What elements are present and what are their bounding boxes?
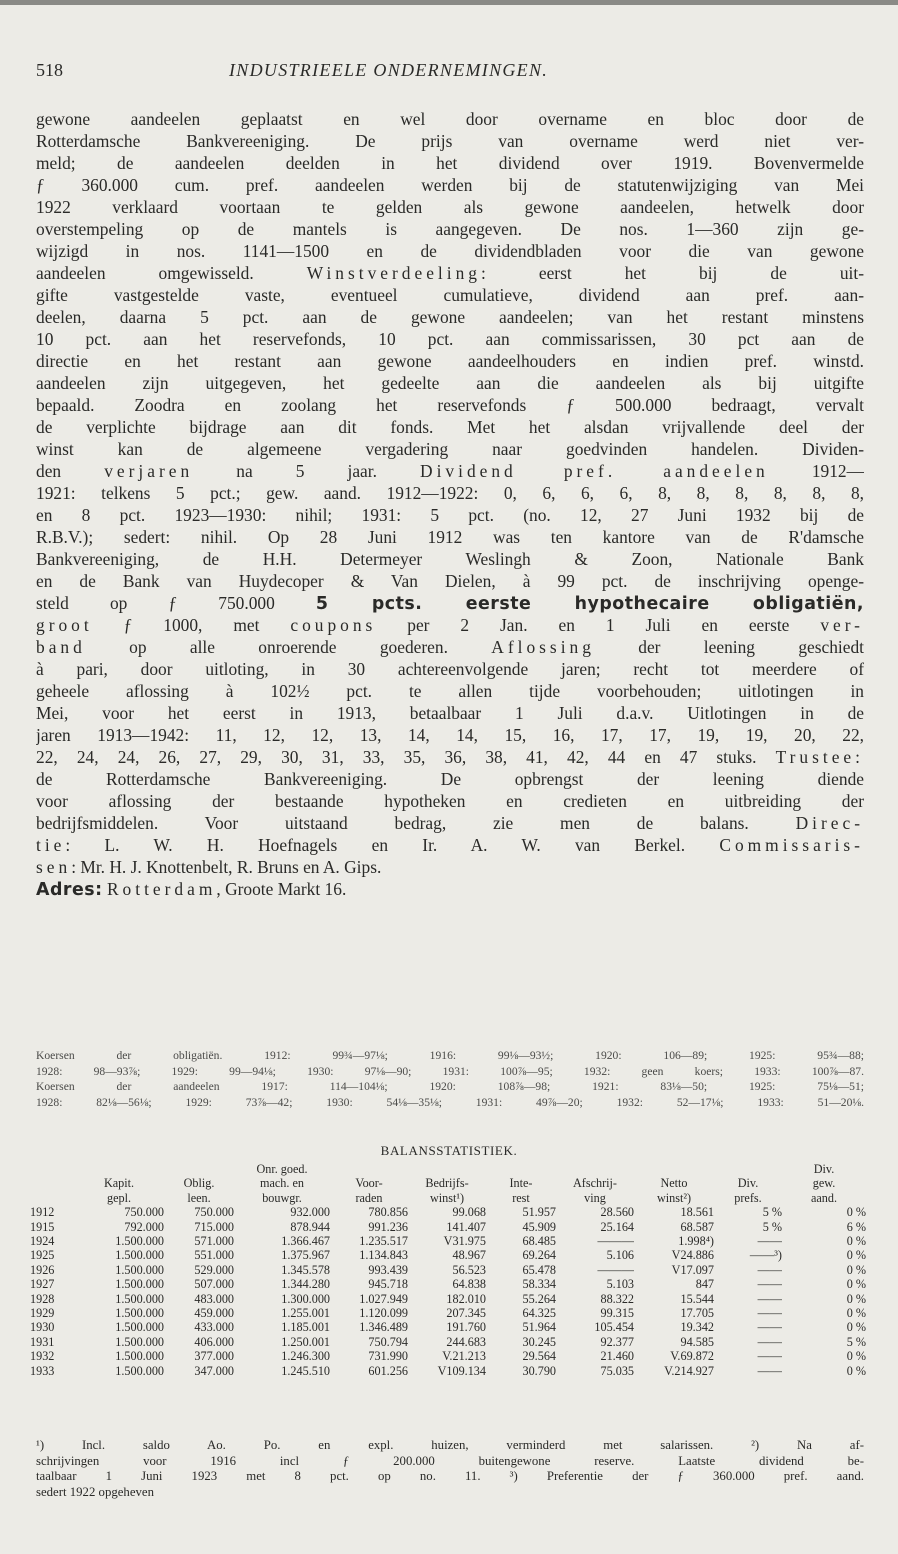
table-cell-year: 1927 bbox=[30, 1277, 55, 1292]
table-row bbox=[30, 1248, 866, 1262]
table-cell: 48.967 bbox=[452, 1248, 486, 1263]
table-cell-year: 1931 bbox=[30, 1334, 55, 1349]
table-cell: 51.957 bbox=[522, 1205, 556, 1220]
page-top-edge bbox=[0, 0, 898, 5]
spaced-heading-groot: groot bbox=[36, 615, 93, 635]
table-cell: 45.909 bbox=[522, 1219, 556, 1234]
table-cell: 878.944 bbox=[290, 1219, 330, 1234]
text-run: der leening geschiedt bbox=[638, 637, 864, 657]
page-number: 518 bbox=[36, 60, 63, 80]
table-cell: 1.346.489 bbox=[359, 1320, 408, 1335]
table-cell: 141.407 bbox=[446, 1219, 486, 1234]
text-line: gewone aandeelen geplaatst en wel door overname en bloc door de bbox=[36, 109, 864, 129]
text-line: de Rotterdamsche Bankvereeniging. De opbrengst der leening diende bbox=[36, 769, 864, 789]
text-line bbox=[36, 592, 864, 614]
table-cell: ——— bbox=[597, 1234, 634, 1249]
text-run: : Mr. H. J. Knottenbelt, R. Bruns en A. Gips. bbox=[71, 857, 382, 877]
page-header bbox=[0, 58, 898, 84]
table-cell: 551.000 bbox=[194, 1248, 234, 1263]
table-row bbox=[30, 1234, 866, 1248]
spaced-heading-coupons: coupons bbox=[290, 615, 377, 635]
table-cell: 58.334 bbox=[522, 1277, 556, 1292]
table-cell: 65.478 bbox=[522, 1262, 556, 1277]
text-line: directie en het restant aan gewone aandeelhouders en indien pref. winstd. bbox=[36, 351, 864, 371]
spaced-heading-commissarissen: Commissaris- bbox=[719, 835, 864, 855]
table-cell: 0 % bbox=[846, 1277, 866, 1292]
table-cell: 207.345 bbox=[446, 1306, 486, 1321]
table-cell: V24.886 bbox=[671, 1248, 714, 1263]
address-street: , Groote Markt 16. bbox=[216, 879, 347, 899]
table-cell: 780.856 bbox=[368, 1205, 408, 1220]
table-cell: 1.500.000 bbox=[115, 1262, 164, 1277]
table-cell: 750.794 bbox=[368, 1334, 408, 1349]
table-cell: 0 % bbox=[846, 1363, 866, 1378]
table-cell: V.21.213 bbox=[442, 1349, 486, 1364]
table-row bbox=[30, 1364, 866, 1378]
table-cell: 0 % bbox=[846, 1291, 866, 1306]
table-cell: 0 % bbox=[846, 1248, 866, 1263]
table-cell-year: 1928 bbox=[30, 1291, 55, 1306]
table-cell: 191.760 bbox=[446, 1320, 486, 1335]
bold-heading-obligaties: 5 pcts. eerste hypothecaire obligatiën, bbox=[315, 594, 864, 614]
quotation-line: Koersen der aandeelen 1917: 114—104⅛; 1920: 108⅞—98; 1921: 83⅛—50; 1925: 75⅛—51; bbox=[36, 1080, 864, 1093]
column-header-afschrijving: Afschrij- ving bbox=[573, 1176, 617, 1205]
table-cell: 105.454 bbox=[594, 1320, 634, 1335]
text-line: geheele aflossing à 102½ pct. te allen tijde voorbehouden; uitlotingen in bbox=[36, 681, 864, 701]
table-row bbox=[30, 1320, 866, 1334]
table-cell: 21.460 bbox=[600, 1349, 634, 1364]
text-line bbox=[36, 636, 864, 658]
column-header-kapit: Kapit. gepl. bbox=[103, 1176, 135, 1205]
table-cell-year: 1915 bbox=[30, 1219, 55, 1234]
table-row bbox=[30, 1306, 866, 1320]
table-row bbox=[30, 1292, 866, 1306]
table-cell: 1.500.000 bbox=[115, 1291, 164, 1306]
text-line: en 8 pct. 1923—1930: nihil; 1931: 5 pct. (no. 12, 27 Juni 1932 bij de bbox=[36, 505, 864, 525]
table-cell: —— bbox=[757, 1262, 782, 1277]
table-cell: 750.000 bbox=[194, 1205, 234, 1220]
text-line bbox=[36, 262, 864, 284]
quotation-line: 1928: 82⅛—56⅛; 1929: 73⅞—42; 1930: 54⅛—35⅛; 1931: 49⅞—20; 1932: 52—17⅛; 1933: 51—20⅛. bbox=[36, 1095, 864, 1109]
column-header-voorraden: Voor- raden bbox=[355, 1176, 383, 1205]
quotation-line: 1928: 98—93⅞; 1929: 99—94⅛; 1930: 97⅛—90; 1931: 100⅞—95; 1932: geen koers; 1933: 100⅞—87. bbox=[36, 1064, 864, 1078]
table-cell: 0 % bbox=[846, 1262, 866, 1277]
stats-title: BALANSSTATISTIEK. bbox=[380, 1143, 518, 1158]
text-line: 10 pct. aan het reservefonds, 10 pct. aan commissarissen, 30 pct aan de bbox=[36, 329, 864, 349]
table-row bbox=[30, 1335, 866, 1349]
table-cell: 28.560 bbox=[600, 1205, 634, 1220]
table-row bbox=[30, 1263, 866, 1277]
table-cell: 377.000 bbox=[194, 1349, 234, 1364]
table-cell: 68.587 bbox=[680, 1219, 714, 1234]
footnote-line: ¹) Incl. saldo Ao. Po. en expl. huizen, verminderd met salarissen. ²) Na af- bbox=[36, 1438, 864, 1452]
table-cell: V31.975 bbox=[443, 1234, 486, 1249]
table-cell: —— bbox=[757, 1363, 782, 1378]
text-run: : eerst het bij de uit- bbox=[481, 263, 864, 283]
text-run: per 2 Jan. en 1 Juli en eerste bbox=[407, 615, 790, 635]
table-cell: 15.544 bbox=[680, 1291, 714, 1306]
table-cell: 1.500.000 bbox=[115, 1234, 164, 1249]
text-line: 1921: telkens 5 pct.; gew. aand. 1912—1922: 0, 6, 6, 6, 8, 8, 8, 8, 8, 8, bbox=[36, 483, 864, 503]
table-cell: 1.998⁴) bbox=[678, 1234, 714, 1249]
table-cell: 1.500.000 bbox=[115, 1248, 164, 1263]
column-header-bedrijfswinst: Bedrijfs- winst¹) bbox=[425, 1176, 469, 1205]
table-cell: 88.322 bbox=[600, 1291, 634, 1306]
table-cell: —— bbox=[757, 1306, 782, 1321]
table-cell: 459.000 bbox=[194, 1306, 234, 1321]
table-cell: 99.068 bbox=[452, 1205, 486, 1220]
table-cell: 991.236 bbox=[368, 1219, 408, 1234]
table-cell: 5.103 bbox=[606, 1277, 634, 1292]
table-cell-year: 1912 bbox=[30, 1205, 55, 1220]
spaced-heading-verjaren: verjaren bbox=[104, 461, 194, 481]
column-header-interest: Inte- rest bbox=[509, 1176, 533, 1205]
table-cell: 1.255.001 bbox=[281, 1306, 330, 1321]
spaced-heading-dividend: Dividend pref. aandeelen bbox=[420, 461, 769, 481]
table-cell-year: 1924 bbox=[30, 1234, 55, 1249]
text-line: aandeelen zijn uitgegeven, het gedeelte aan die aandeelen als bij uitgifte bbox=[36, 373, 864, 393]
table-cell: 30.245 bbox=[522, 1334, 556, 1349]
table-cell: 75.035 bbox=[600, 1363, 634, 1378]
table-cell: 715.000 bbox=[194, 1219, 234, 1234]
balance-statistics-table bbox=[30, 1162, 866, 1378]
text-line bbox=[36, 812, 864, 834]
table-cell: 0 % bbox=[846, 1306, 866, 1321]
table-cell: 99.315 bbox=[600, 1306, 634, 1321]
table-cell: 1.027.949 bbox=[359, 1291, 408, 1306]
table-cell: —— bbox=[757, 1334, 782, 1349]
table-cell: 1.344.280 bbox=[281, 1277, 330, 1292]
table-cell: 433.000 bbox=[194, 1320, 234, 1335]
table-cell: 750.000 bbox=[124, 1205, 164, 1220]
table-cell: 6 % bbox=[846, 1219, 866, 1234]
quotation-line: Koersen der obligatiën. 1912: 99¾—97⅛; 1916: 99⅛—93½; 1920: 106—89; 1925: 95¾—88; bbox=[36, 1049, 864, 1062]
table-cell: 507.000 bbox=[194, 1277, 234, 1292]
spaced-heading-aflossing: Aflossing bbox=[491, 637, 595, 657]
table-cell-year: 1933 bbox=[30, 1363, 55, 1378]
text-line: R.B.V.); sedert: nihil. Op 28 Juni 1912 was ten kantore van de R'damsche bbox=[36, 527, 864, 547]
table-cell-year: 1926 bbox=[30, 1262, 55, 1277]
table-cell: ——³) bbox=[749, 1248, 782, 1263]
text-line: deelen, daarna 5 pct. aan de gewone aandeelen; van het restant minstens bbox=[36, 307, 864, 327]
table-cell: 347.000 bbox=[194, 1363, 234, 1378]
table-cell: 5 % bbox=[846, 1334, 866, 1349]
table-cell: 945.718 bbox=[368, 1277, 408, 1292]
table-cell: 29.564 bbox=[522, 1349, 556, 1364]
table-row bbox=[30, 1205, 866, 1219]
table-cell: 0 % bbox=[846, 1349, 866, 1364]
text-line bbox=[36, 746, 864, 768]
table-cell: 18.561 bbox=[680, 1205, 714, 1220]
text-line: à pari, door uitloting, in 30 achtereenvolgende jaren; recht tot meerdere of bbox=[36, 659, 864, 679]
table-cell: 406.000 bbox=[194, 1334, 234, 1349]
table-cell: V17.097 bbox=[671, 1262, 714, 1277]
footnotes bbox=[36, 1438, 864, 1500]
text-line bbox=[36, 614, 864, 636]
table-cell: 1.235.517 bbox=[359, 1234, 408, 1249]
column-header-year bbox=[30, 1162, 74, 1205]
table-header-row bbox=[30, 1162, 866, 1205]
table-cell: 25.164 bbox=[600, 1219, 634, 1234]
table-cell: —— bbox=[757, 1320, 782, 1335]
column-header-div-prefs: Div. prefs. bbox=[734, 1176, 762, 1205]
table-cell: 1.500.000 bbox=[115, 1334, 164, 1349]
text-line: Mei, voor het eerst in 1913, betaalbaar 1 Juli d.a.v. Uitlotingen in de bbox=[36, 703, 864, 723]
spaced-heading-band: band bbox=[36, 637, 86, 657]
table-cell: 1.366.467 bbox=[281, 1234, 330, 1249]
table-cell: 244.683 bbox=[446, 1334, 486, 1349]
footnote-line: sedert 1922 opgeheven bbox=[36, 1484, 154, 1499]
text-line: ƒ 360.000 cum. pref. aandeelen werden bij de statutenwijziging van Mei bbox=[36, 175, 864, 195]
table-cell: V.69.872 bbox=[670, 1349, 714, 1364]
text-line: en de Bank van Huydecoper & Van Dielen, à 99 pct. de inschrijving openge- bbox=[36, 571, 864, 591]
body-text bbox=[36, 108, 864, 900]
table-cell: 483.000 bbox=[194, 1291, 234, 1306]
table-row bbox=[30, 1277, 866, 1291]
text-run: na 5 jaar. bbox=[236, 461, 377, 481]
table-row bbox=[30, 1349, 866, 1363]
text-line: Bankvereeniging, de H.H. Determeyer Weslingh & Zoon, Nationale Bank bbox=[36, 549, 864, 569]
text-line: wijzigd in nos. 1141—1500 en de dividendbladen voor die van gewone bbox=[36, 241, 864, 261]
text-run: 22, 24, 24, 26, 27, 29, 30, 31, 33, 35, 36, 38, 41, 42, 44 en 47 stuks. bbox=[36, 747, 757, 767]
table-cell: 51.964 bbox=[522, 1320, 556, 1335]
text-line: gifte vastgestelde vaste, eventueel cumulatieve, dividend aan pref. aan- bbox=[36, 285, 864, 305]
running-title: INDUSTRIEELE ONDERNEMINGEN. bbox=[229, 60, 549, 80]
table-cell: 68.485 bbox=[522, 1234, 556, 1249]
text-line: voor aflossing der bestaande hypotheken en credieten en uitbreiding der bbox=[36, 791, 864, 811]
table-cell: 731.990 bbox=[368, 1349, 408, 1364]
table-cell: 94.585 bbox=[680, 1334, 714, 1349]
table-cell-year: 1925 bbox=[30, 1248, 55, 1263]
text-line: Rotterdamsche Bankvereeniging. De prijs van overname werd niet ver- bbox=[36, 131, 864, 151]
table-cell: 1.500.000 bbox=[115, 1349, 164, 1364]
text-line: overstempeling op de mantels is aangegeven. De nos. 1—360 zijn ge- bbox=[36, 219, 864, 239]
address-label: Adres: bbox=[36, 880, 103, 900]
table-cell: 1.134.843 bbox=[359, 1248, 408, 1263]
table-cell: —— bbox=[757, 1234, 782, 1249]
table-body bbox=[30, 1205, 866, 1378]
table-cell: 1.245.510 bbox=[281, 1363, 330, 1378]
table-cell: 1.300.000 bbox=[281, 1291, 330, 1306]
address-line bbox=[36, 878, 864, 900]
table-cell: V.214.927 bbox=[664, 1363, 714, 1378]
table-cell-year: 1929 bbox=[30, 1306, 55, 1321]
footnote-line: schrijvingen voor 1916 incl ƒ 200.000 buitengewone reserve. Laatste dividend be- bbox=[36, 1453, 864, 1468]
price-quotations bbox=[36, 1048, 864, 1110]
text-run: bedrijfsmiddelen. Voor uitstaand bedrag, zie men de balans. bbox=[36, 813, 749, 833]
table-row bbox=[30, 1220, 866, 1234]
text-line: jaren 1913—1942: 11, 12, 12, 13, 14, 14, 15, 16, 17, 17, 19, 19, 20, 22, bbox=[36, 725, 864, 745]
table-cell: 64.325 bbox=[522, 1306, 556, 1321]
text-line bbox=[36, 834, 864, 856]
table-cell-year: 1930 bbox=[30, 1320, 55, 1335]
table-cell: 1.500.000 bbox=[115, 1306, 164, 1321]
spaced-heading-sen: sen bbox=[36, 857, 72, 877]
text-run: den bbox=[36, 461, 62, 481]
table-cell: 1.185.001 bbox=[281, 1320, 330, 1335]
table-cell: 1.500.000 bbox=[115, 1320, 164, 1335]
footnote-line: taalbaar 1 Juni 1923 met 8 pct. op no. 11. ³) Preferentie der ƒ 360.000 pref. aand. bbox=[36, 1469, 864, 1483]
column-header-oblig: Oblig. leen. bbox=[183, 1176, 215, 1205]
table-cell: 30.790 bbox=[522, 1363, 556, 1378]
table-cell: 0 % bbox=[846, 1234, 866, 1249]
table-cell: 1.250.001 bbox=[281, 1334, 330, 1349]
spaced-heading-trustee: Trustee: bbox=[775, 747, 864, 767]
table-cell: 5 % bbox=[762, 1219, 782, 1234]
table-cell: —— bbox=[757, 1291, 782, 1306]
table-cell: 55.264 bbox=[522, 1291, 556, 1306]
table-cell: 56.523 bbox=[452, 1262, 486, 1277]
table-cell: 1.120.099 bbox=[359, 1306, 408, 1321]
table-cell: 932.000 bbox=[290, 1205, 330, 1220]
text-run: : L. W. H. Hoefnagels en Ir. A. W. van Berkel. bbox=[65, 835, 686, 855]
table-cell: 5 % bbox=[762, 1205, 782, 1220]
address-city: Rotterdam bbox=[106, 879, 217, 899]
table-cell: 529.000 bbox=[194, 1262, 234, 1277]
table-cell: 92.377 bbox=[600, 1334, 634, 1349]
text-line: bepaald. Zoodra en zoolang het reservefonds ƒ 500.000 bedraagt, vervalt bbox=[36, 395, 864, 415]
table-cell: 1.500.000 bbox=[115, 1277, 164, 1292]
table-cell-year: 1932 bbox=[30, 1349, 55, 1364]
table-cell: 182.010 bbox=[446, 1291, 486, 1306]
table-cell: —— bbox=[757, 1277, 782, 1292]
text-run: 1912— bbox=[811, 461, 864, 481]
text-run: aandeelen omgewisseld. bbox=[36, 263, 254, 283]
table-cell: 601.256 bbox=[368, 1363, 408, 1378]
table-cell: 64.838 bbox=[452, 1277, 486, 1292]
text-run: ƒ 1000, met bbox=[123, 615, 260, 635]
text-line bbox=[36, 856, 864, 878]
text-line: meld; de aandeelen deelden in het dividend over 1919. Bovenvermelde bbox=[36, 153, 864, 173]
column-header-nettowinst: Netto winst²) bbox=[656, 1176, 692, 1205]
table-cell: 792.000 bbox=[124, 1219, 164, 1234]
text-line bbox=[36, 460, 864, 482]
table-cell: 69.264 bbox=[522, 1248, 556, 1263]
text-line: winst kan de algemeene vergadering naar goedvinden handelen. Dividen- bbox=[36, 439, 864, 459]
column-header-onr-goed: Onr. goed. mach. en bouwgr. bbox=[256, 1162, 308, 1205]
spaced-heading-directie: Direc- bbox=[795, 813, 864, 833]
table-cell: 17.705 bbox=[680, 1306, 714, 1321]
text-line: de verplichte bijdrage aan dit fonds. Met het alsdan vrijvallende deel der bbox=[36, 417, 864, 437]
table-cell: 571.000 bbox=[194, 1234, 234, 1249]
text-line: 1922 verklaard voortaan te gelden als gewone aandeelen, hetwelk door bbox=[36, 197, 864, 217]
table-cell: ——— bbox=[597, 1262, 634, 1277]
table-cell: 0 % bbox=[846, 1205, 866, 1220]
text-run: op alle onroerende goederen. bbox=[129, 637, 448, 657]
spaced-heading-ver: ver- bbox=[820, 615, 864, 635]
spaced-heading-winstverdeeling: Winstverdeeling bbox=[306, 263, 481, 283]
table-cell: 1.500.000 bbox=[115, 1363, 164, 1378]
table-cell: 5.106 bbox=[606, 1248, 634, 1263]
column-header-div-gew: Div. gew. aand. bbox=[810, 1162, 838, 1205]
table-cell: 993.439 bbox=[368, 1262, 408, 1277]
table-cell: 1.246.300 bbox=[281, 1349, 330, 1364]
table-cell: —— bbox=[757, 1349, 782, 1364]
table-cell: V109.134 bbox=[437, 1363, 486, 1378]
table-cell: 19.342 bbox=[680, 1320, 714, 1335]
table-cell: 1.375.967 bbox=[281, 1248, 330, 1263]
table-cell: 847 bbox=[695, 1277, 714, 1292]
table-cell: 0 % bbox=[846, 1320, 866, 1335]
spaced-heading-tie: tie bbox=[36, 835, 66, 855]
table-cell: 1.345.578 bbox=[281, 1262, 330, 1277]
text-run: steld op ƒ 750.000 bbox=[36, 593, 275, 613]
